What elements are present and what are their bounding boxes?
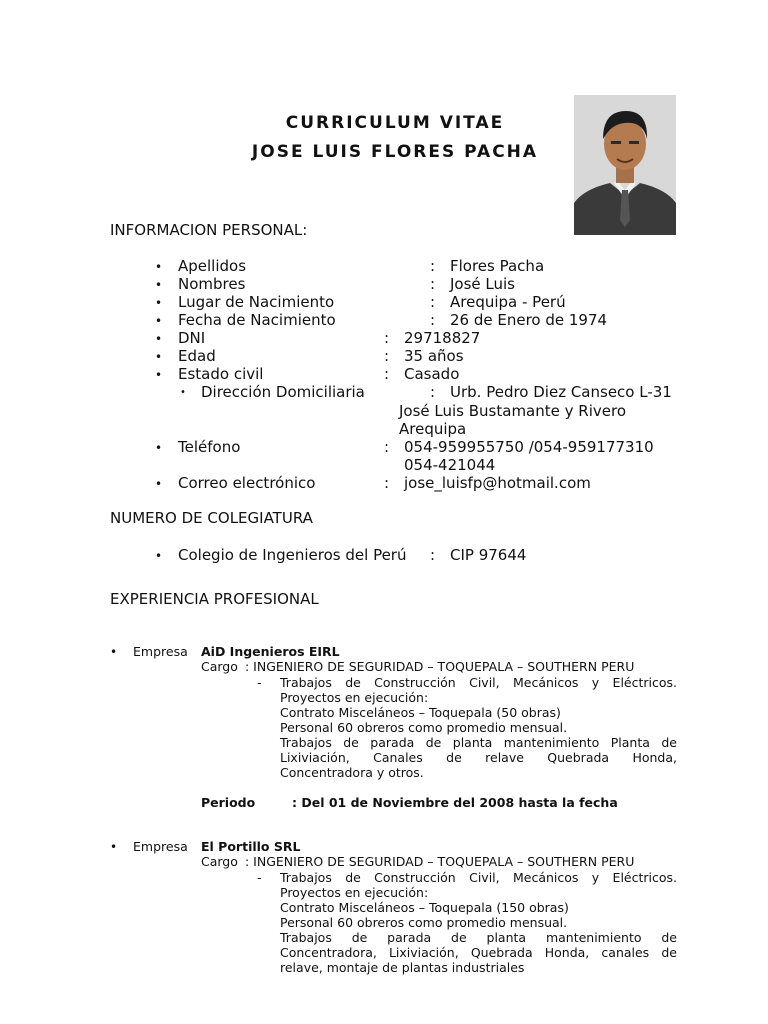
field-separator: : bbox=[430, 257, 436, 275]
job-detail-word: de bbox=[661, 735, 677, 750]
list-bullet: • bbox=[155, 296, 163, 310]
job-cargo-label: Cargo bbox=[201, 854, 238, 869]
field-value-apellidos: Flores Pacha bbox=[450, 257, 545, 275]
list-bullet: • bbox=[155, 441, 163, 455]
field-label-telefono: Teléfono bbox=[178, 438, 241, 456]
field-label-colegio: Colegio de Ingenieros del Perú bbox=[178, 546, 407, 564]
list-bullet: • bbox=[155, 368, 163, 382]
job-detail-word: de bbox=[661, 930, 677, 945]
job-detail-line: Concentradora y otros. bbox=[280, 765, 424, 780]
job-detail-line bbox=[280, 945, 677, 960]
field-label-correo: Correo electrónico bbox=[178, 474, 316, 492]
field-value-edad: 35 años bbox=[404, 347, 464, 365]
job-detail-word: Eléctricos. bbox=[612, 870, 677, 885]
job-periodo-label: Periodo bbox=[201, 795, 256, 810]
job-detail-line: Personal 60 obreros como promedio mensual. bbox=[280, 720, 568, 735]
job-detail-dash: - bbox=[257, 870, 262, 885]
list-bullet: • bbox=[155, 314, 163, 328]
job-detail-line bbox=[280, 750, 677, 765]
job-detail-word: de bbox=[343, 735, 359, 750]
field-value-dni: 29718827 bbox=[404, 329, 481, 347]
document-title: CURRICULUM VITAE bbox=[285, 113, 505, 133]
field-separator: : bbox=[384, 347, 390, 365]
person-photo-icon bbox=[574, 95, 676, 235]
person-photo bbox=[574, 95, 676, 235]
job-detail-line bbox=[280, 735, 677, 750]
job-detail-line: Personal 60 obreros como promedio mensual. bbox=[280, 915, 568, 930]
candidate-name: JOSE LUIS FLORES PACHA bbox=[251, 142, 539, 162]
job-detail-word: y bbox=[591, 870, 600, 885]
field-separator: : bbox=[430, 293, 436, 311]
field-label-nombres: Nombres bbox=[178, 275, 246, 293]
job-empresa-label: Empresa bbox=[133, 644, 188, 659]
job-detail-line: Contrato Misceláneos – Toquepala (150 obras) bbox=[280, 900, 569, 915]
job-detail-word: mantenimiento bbox=[545, 930, 642, 945]
job-detail-word: de bbox=[661, 945, 677, 960]
field-separator: : bbox=[384, 365, 390, 383]
job-detail-word: parada bbox=[370, 735, 415, 750]
job-cargo-label: Cargo bbox=[201, 659, 238, 674]
job-detail-word: Eléctricos. bbox=[612, 675, 677, 690]
job-detail-word: canales bbox=[601, 945, 650, 960]
job-cargo-value: : INGENIERO DE SEGURIDAD – TOQUEPALA – SOUTHERN PERU bbox=[245, 854, 635, 869]
job-detail-word: Honda, bbox=[632, 750, 677, 765]
job-detail-word: Quebrada bbox=[470, 945, 533, 960]
job-detail-line: Proyectos en ejecución: bbox=[280, 885, 429, 900]
job-detail-word: y bbox=[591, 675, 600, 690]
job-detail-word: Construcción bbox=[374, 675, 456, 690]
field-label-fecha: Fecha de Nacimiento bbox=[178, 311, 336, 329]
field-label-edad: Edad bbox=[178, 347, 216, 365]
field-value-direccion-2: José Luis Bustamante y Rivero bbox=[399, 402, 626, 420]
job-detail-line: Proyectos en ejecución: bbox=[280, 690, 429, 705]
field-separator: : bbox=[430, 383, 436, 401]
field-value-telefono-1: 054-959955750 /054-959177310 bbox=[404, 438, 654, 456]
job-detail-word: Trabajos bbox=[280, 870, 332, 885]
field-label-apellidos: Apellidos bbox=[178, 257, 247, 275]
list-sub-bullet: • bbox=[180, 387, 186, 398]
job-company-name: AiD Ingenieros EIRL bbox=[201, 644, 340, 659]
job-detail-word: de bbox=[345, 870, 361, 885]
job-detail-word: Trabajos bbox=[280, 930, 332, 945]
job-detail-word: Quebrada bbox=[547, 750, 610, 765]
field-value-estado: Casado bbox=[404, 365, 460, 383]
job-detail-word: Planta bbox=[610, 735, 650, 750]
field-separator: : bbox=[430, 311, 436, 329]
job-detail-word: Construcción bbox=[374, 870, 456, 885]
job-detail-dash: - bbox=[257, 675, 262, 690]
job-detail-word: Civil, bbox=[469, 675, 500, 690]
job-detail-word: Canales bbox=[373, 750, 423, 765]
job-detail-word: planta bbox=[452, 735, 493, 750]
job-detail-line bbox=[280, 675, 677, 690]
job-detail-word: planta bbox=[486, 930, 527, 945]
field-value-nombres: José Luis bbox=[450, 275, 515, 293]
field-value-direccion-3: Arequipa bbox=[399, 420, 467, 438]
job-detail-word: de bbox=[345, 675, 361, 690]
job-detail-line: relave, montaje de plantas industriales bbox=[280, 960, 525, 975]
field-label-lugar: Lugar de Nacimiento bbox=[178, 293, 335, 311]
field-separator: : bbox=[430, 546, 436, 564]
field-separator: : bbox=[384, 329, 390, 347]
job-detail-word: Mecánicos bbox=[512, 675, 579, 690]
job-detail-word: de bbox=[351, 930, 368, 945]
list-bullet: • bbox=[155, 278, 163, 292]
field-separator: : bbox=[430, 275, 436, 293]
job-detail-word: parada bbox=[387, 930, 432, 945]
job-detail-line bbox=[280, 870, 677, 885]
job-detail-word: de bbox=[446, 750, 462, 765]
list-bullet: • bbox=[155, 332, 163, 346]
job-detail-word: Concentradora, bbox=[280, 945, 377, 960]
list-bullet: • bbox=[155, 350, 163, 364]
section-heading-colegiatura: NUMERO DE COLEGIATURA bbox=[110, 509, 313, 527]
job-detail-word: mantenimiento bbox=[503, 735, 600, 750]
list-bullet: • bbox=[110, 840, 118, 854]
field-value-lugar: Arequipa - Perú bbox=[450, 293, 566, 311]
job-detail-line: Contrato Misceláneos – Toquepala (50 obras) bbox=[280, 705, 561, 720]
field-value-telefono-2: 054-421044 bbox=[404, 456, 496, 474]
job-detail-word: Trabajos bbox=[280, 735, 332, 750]
job-detail-word: relave bbox=[485, 750, 524, 765]
job-cargo-value: : INGENIERO DE SEGURIDAD – TOQUEPALA – SOUTHERN PERU bbox=[245, 659, 635, 674]
list-bullet: • bbox=[155, 260, 163, 274]
list-bullet: • bbox=[155, 477, 163, 491]
job-empresa-label: Empresa bbox=[133, 839, 188, 854]
section-heading-personal: INFORMACION PERSONAL: bbox=[110, 221, 308, 239]
job-detail-word: Civil, bbox=[469, 870, 500, 885]
job-detail-word: Trabajos bbox=[280, 675, 332, 690]
job-detail-word: Lixiviación, bbox=[280, 750, 350, 765]
job-detail-word: de bbox=[425, 735, 442, 750]
field-label-estado: Estado civil bbox=[178, 365, 264, 383]
job-detail-word: Lixiviación, bbox=[388, 945, 459, 960]
list-bullet: • bbox=[155, 549, 163, 563]
list-bullet: • bbox=[110, 645, 118, 659]
field-value-direccion-1: Urb. Pedro Diez Canseco L-31 bbox=[450, 383, 672, 401]
job-detail-word: Honda, bbox=[544, 945, 590, 960]
field-value-colegio: CIP 97644 bbox=[450, 546, 527, 564]
job-detail-word: de bbox=[451, 930, 467, 945]
section-heading-experiencia: EXPERIENCIA PROFESIONAL bbox=[110, 590, 319, 608]
field-label-dni: DNI bbox=[178, 329, 206, 347]
field-value-correo: jose_luisfp@hotmail.com bbox=[404, 474, 591, 492]
job-periodo-value: : Del 01 de Noviembre del 2008 hasta la fecha bbox=[292, 795, 618, 810]
field-separator: : bbox=[384, 474, 390, 492]
job-detail-line bbox=[280, 930, 677, 945]
job-detail-word: Mecánicos bbox=[512, 870, 579, 885]
field-separator: : bbox=[384, 438, 390, 456]
field-value-fecha: 26 de Enero de 1974 bbox=[450, 311, 608, 329]
job-company-name: El Portillo SRL bbox=[201, 839, 301, 854]
field-label-direccion: Dirección Domiciliaria bbox=[201, 383, 365, 401]
